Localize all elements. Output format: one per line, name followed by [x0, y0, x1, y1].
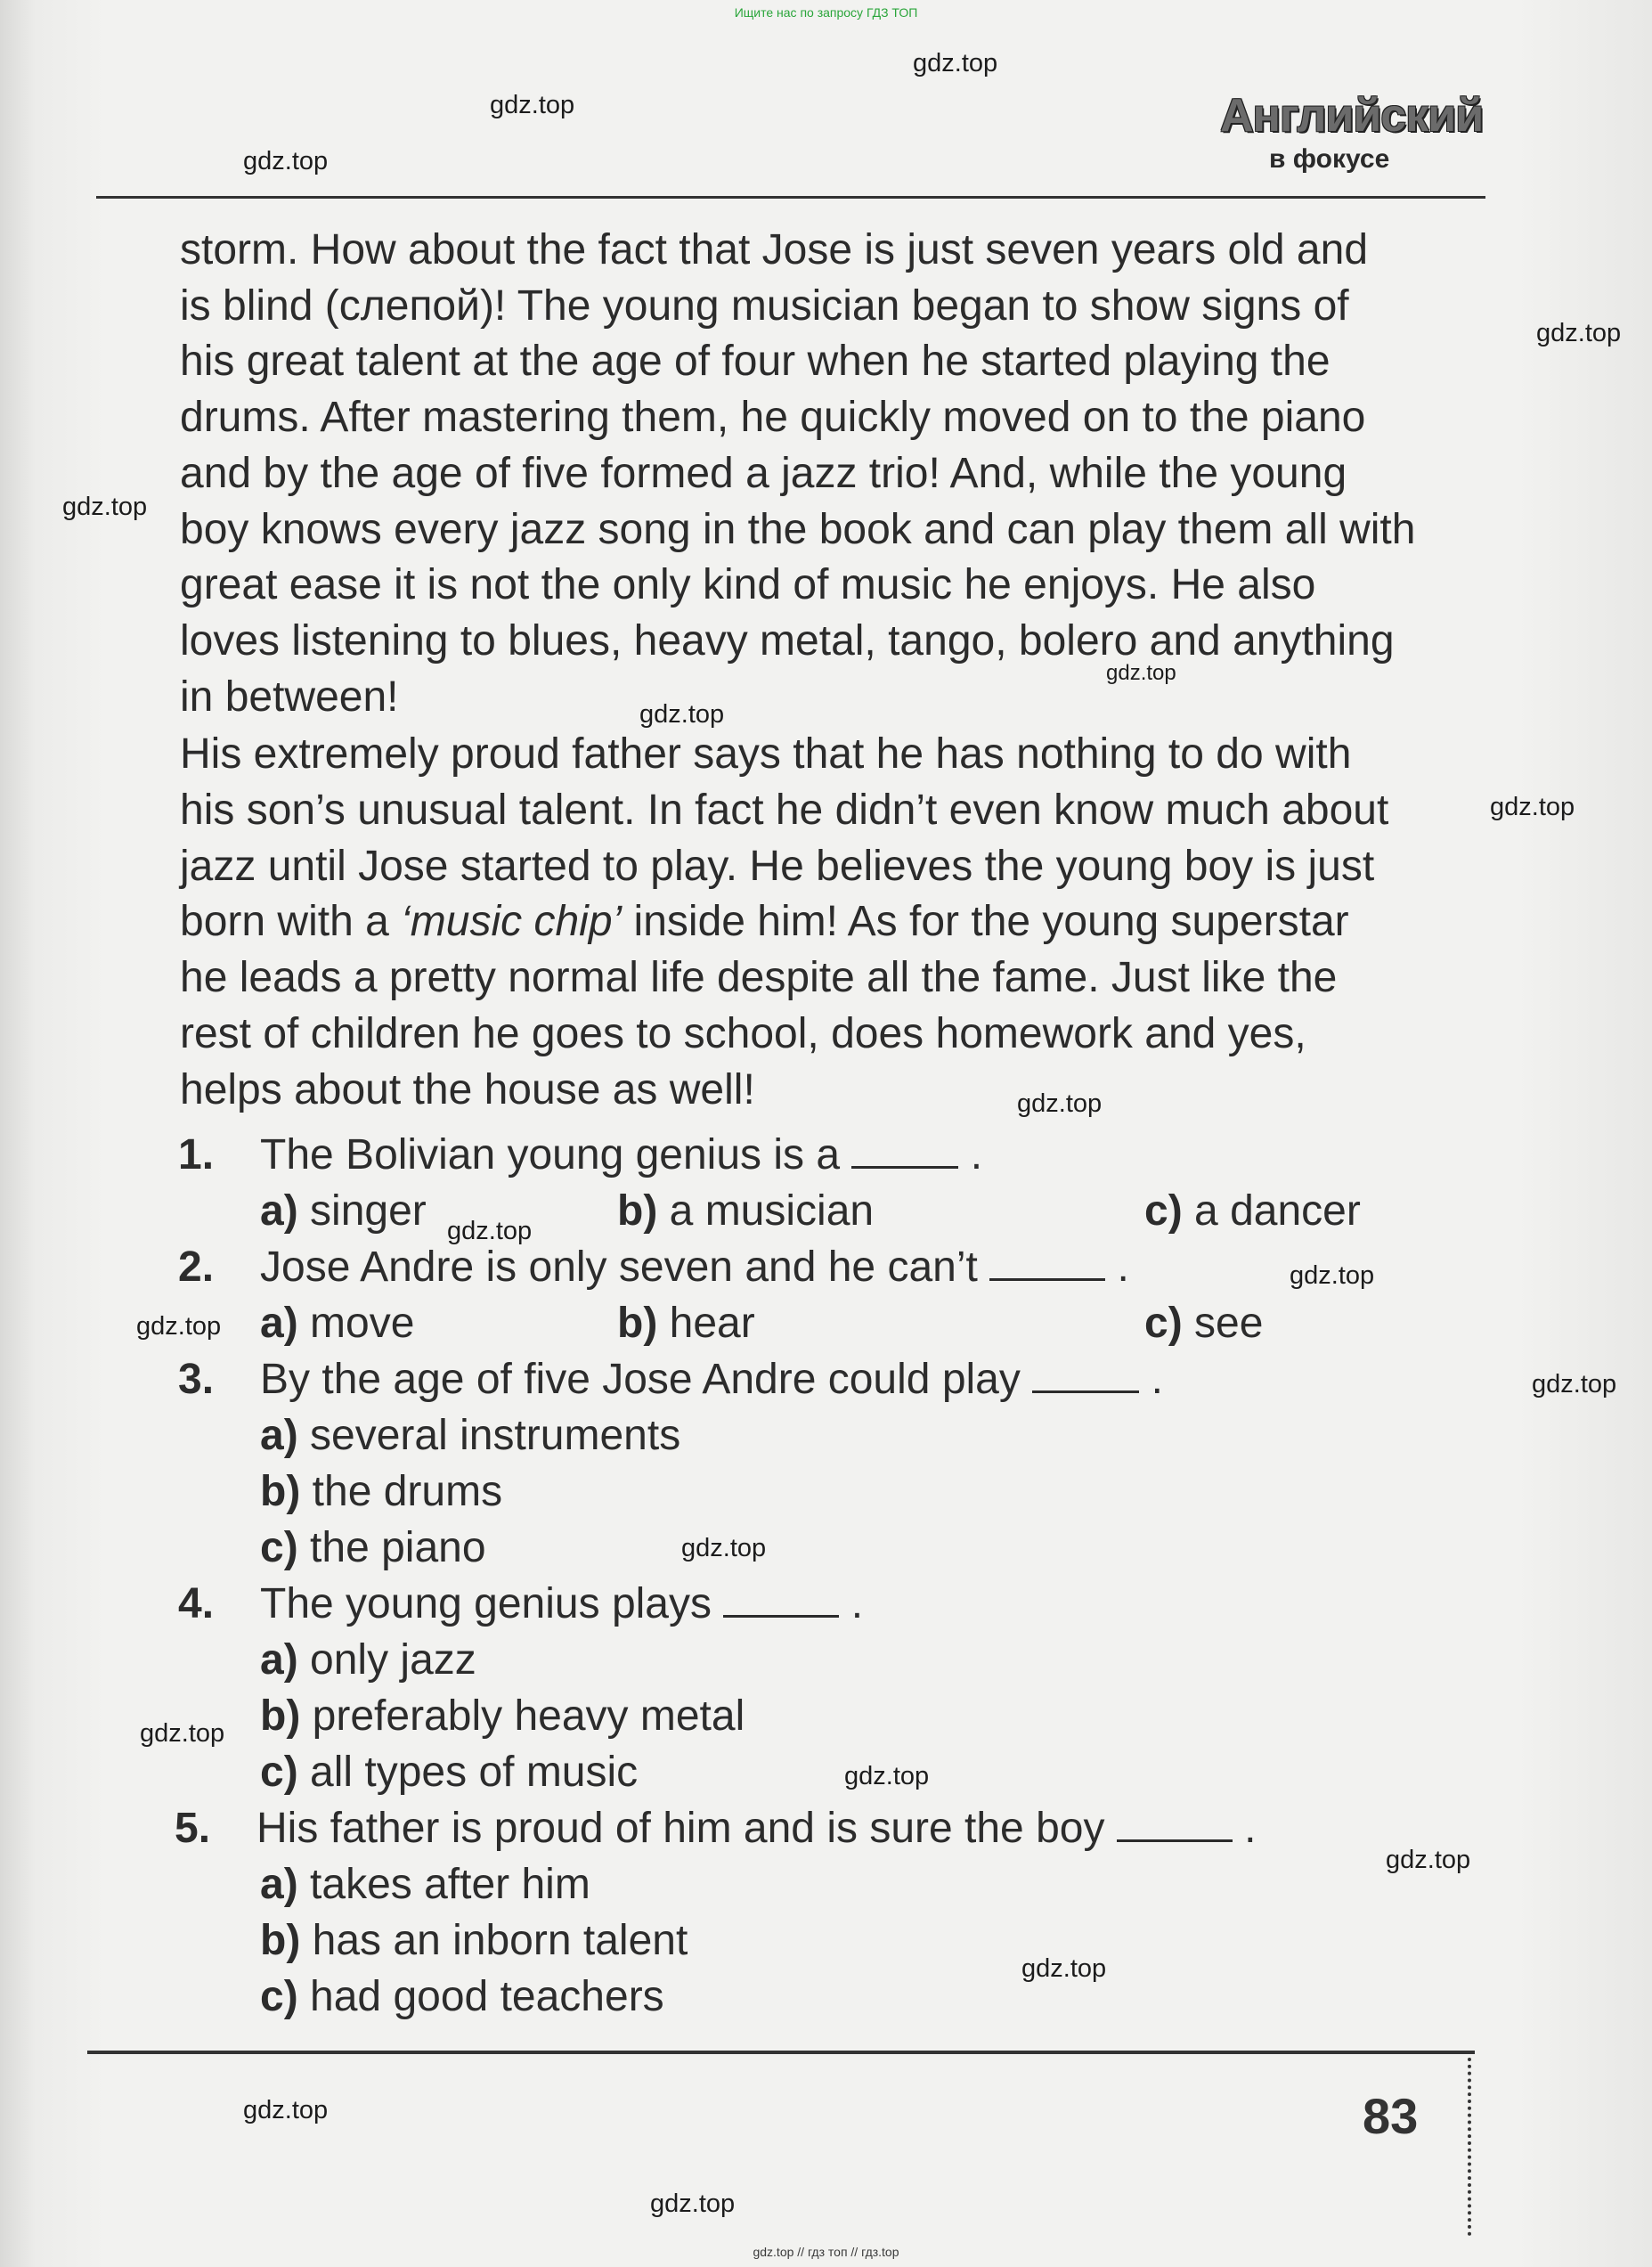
question-number: 1. [178, 1131, 215, 1178]
option-b[interactable] [617, 1295, 755, 1351]
text-line: storm. How about the fact that Jose is just seven years old and [180, 226, 1369, 273]
question-5 [175, 1800, 1487, 1856]
text-line: drums. After mastering them, he quickly moved on to the piano [180, 394, 1366, 442]
text-line: in between! [180, 673, 399, 721]
watermark: gdz.top [490, 91, 575, 119]
watermark: gdz.top [1532, 1370, 1617, 1399]
question-number: 4. [178, 1580, 215, 1627]
option-a[interactable] [178, 1407, 1487, 1464]
question-text: The Bolivian young genius is a [260, 1131, 841, 1178]
option-text: the drums [312, 1468, 503, 1515]
text-line: boy knows every jazz song in the book and can play them all with [180, 505, 1416, 553]
option-a[interactable] [178, 1856, 1487, 1912]
option-text: move [310, 1300, 415, 1347]
option-letter: c) [1144, 1187, 1183, 1235]
watermark: gdz.top [913, 49, 998, 77]
text-line: rest of children he goes to school, does homework and yes, [180, 1009, 1306, 1057]
watermark: gdz.top [140, 1719, 225, 1748]
text-fragment: inside him! As for the young superstar [622, 898, 1349, 946]
option-c[interactable] [1144, 1183, 1361, 1239]
question-number: 5. [175, 1805, 211, 1852]
option-text: a dancer [1194, 1187, 1361, 1235]
option-letter: b) [260, 1468, 301, 1515]
option-a[interactable] [178, 1632, 1487, 1688]
answer-blank [1117, 1804, 1233, 1842]
question-2 [178, 1239, 1487, 1295]
page-edge-dots [1468, 2058, 1477, 2236]
option-letter: c) [260, 1524, 298, 1571]
option-c[interactable] [178, 1744, 1487, 1800]
option-letter: a) [260, 1861, 298, 1908]
answer-blank [989, 1243, 1105, 1281]
option-text: had good teachers [310, 1973, 664, 2020]
option-letter: a) [260, 1636, 298, 1684]
option-b[interactable] [178, 1688, 1487, 1744]
emphasis-music-chip: ‘music chip’ [401, 898, 623, 946]
option-text: has an inborn talent [312, 1917, 688, 1964]
option-text: takes after him [310, 1861, 590, 1908]
reading-text [180, 223, 1489, 1118]
option-a[interactable] [260, 1183, 427, 1239]
watermark: gdz.top [1021, 1954, 1107, 1983]
option-text: a musician [669, 1187, 875, 1235]
option-b[interactable] [178, 1912, 1487, 1969]
option-letter: c) [260, 1973, 298, 2020]
questions-list [175, 1127, 1487, 2025]
paragraph-2 [180, 727, 1489, 1118]
text-line: jazz until Jose started to play. He believes the young boy is just [180, 842, 1375, 890]
question-text: By the age of five Jose Andre could play [260, 1356, 1021, 1403]
text-line: his great talent at the age of four when he started playing the [180, 338, 1331, 386]
watermark: gdz.top [243, 2096, 329, 2124]
question-3 [178, 1351, 1487, 1407]
option-text: hear [669, 1300, 755, 1347]
watermark: gdz.top [639, 700, 725, 729]
option-text: the piano [310, 1524, 486, 1571]
question-number: 2. [178, 1244, 215, 1291]
watermark: gdz.top [243, 147, 329, 175]
option-letter: b) [260, 1692, 301, 1740]
logo-title: Английский [1220, 90, 1484, 142]
watermark: gdz.top [1017, 1089, 1103, 1118]
question-4 [178, 1576, 1487, 1632]
option-letter: b) [617, 1187, 658, 1235]
question-text: The young genius plays [260, 1580, 712, 1627]
question-end: . [1117, 1244, 1129, 1291]
watermark: gdz.top [1536, 319, 1622, 347]
option-letter: c) [260, 1749, 298, 1796]
page-number: 83 [1363, 2088, 1419, 2144]
answer-blank [723, 1579, 839, 1618]
text-line [180, 894, 1489, 950]
option-text: all types of music [310, 1749, 639, 1796]
text-line: loves listening to blues, heavy metal, tango, bolero and anything [180, 616, 1395, 665]
text-fragment: born with a [180, 898, 402, 946]
option-letter: b) [617, 1300, 658, 1347]
watermark: gdz.top [1106, 661, 1176, 685]
question-text: Jose Andre is only seven and he can’t [260, 1244, 978, 1291]
text-line: and by the age of five formed a jazz trio! And, while the young [180, 449, 1347, 497]
watermark: gdz.top [447, 1217, 533, 1245]
option-a[interactable] [260, 1295, 414, 1351]
option-c[interactable] [178, 1520, 1487, 1576]
option-letter: b) [260, 1917, 301, 1964]
options-row [178, 1183, 1487, 1239]
option-letter: a) [260, 1187, 298, 1235]
question-end: . [1151, 1356, 1163, 1403]
question-end: . [850, 1580, 864, 1627]
header-divider [96, 196, 1485, 199]
watermark: gdz.top [136, 1312, 222, 1341]
option-text: see [1194, 1300, 1264, 1347]
text-line: is blind (слепой)! The young musician began to show signs of [180, 281, 1349, 330]
answer-blank [851, 1130, 958, 1169]
answer-blank [1032, 1355, 1139, 1393]
question-end: . [970, 1131, 983, 1178]
watermark: gdz.top [681, 1534, 767, 1562]
text-line: his son’s unusual talent. In fact he didn’t even know much about [180, 787, 1389, 835]
option-text: singer [310, 1187, 427, 1235]
text-line: His extremely proud father says that he has nothing to do with [180, 730, 1352, 779]
watermark: gdz.top [844, 1762, 930, 1790]
option-text: several instruments [310, 1412, 681, 1459]
question-end: . [1244, 1805, 1257, 1852]
watermark: gdz.top [650, 2190, 736, 2218]
bottom-banner: gdz.top // гдз топ // гдз.top [753, 2245, 899, 2259]
option-text: preferably heavy metal [312, 1692, 745, 1740]
watermark: gdz.top [1290, 1261, 1375, 1290]
option-c[interactable] [1144, 1295, 1263, 1351]
options-row [178, 1295, 1487, 1351]
footer-divider [87, 2051, 1475, 2054]
paragraph-1 [180, 223, 1489, 725]
option-letter: a) [260, 1412, 298, 1459]
option-letter: a) [260, 1300, 298, 1347]
watermark: gdz.top [62, 493, 148, 521]
top-banner: Ищите нас по запросу ГДЗ ТОП [734, 5, 918, 20]
option-c[interactable] [178, 1969, 1487, 2025]
text-line: helps about the house as well! [180, 1065, 755, 1113]
watermark: gdz.top [1490, 793, 1575, 821]
book-logo [1220, 89, 1487, 178]
question-1 [178, 1127, 1487, 1183]
question-number: 3. [178, 1356, 215, 1403]
logo-subtitle: в фокусе [1269, 144, 1390, 174]
option-text: only jazz [310, 1636, 476, 1684]
text-line: he leads a pretty normal life despite all the fame. Just like the [180, 954, 1338, 1002]
option-b[interactable] [178, 1464, 1487, 1520]
option-letter: c) [1144, 1300, 1183, 1347]
question-text: His father is proud of him and is sure the boy [256, 1805, 1105, 1852]
option-b[interactable] [617, 1183, 874, 1239]
text-line: great ease it is not the only kind of music he enjoys. He also [180, 561, 1316, 609]
watermark: gdz.top [1386, 1846, 1471, 1874]
